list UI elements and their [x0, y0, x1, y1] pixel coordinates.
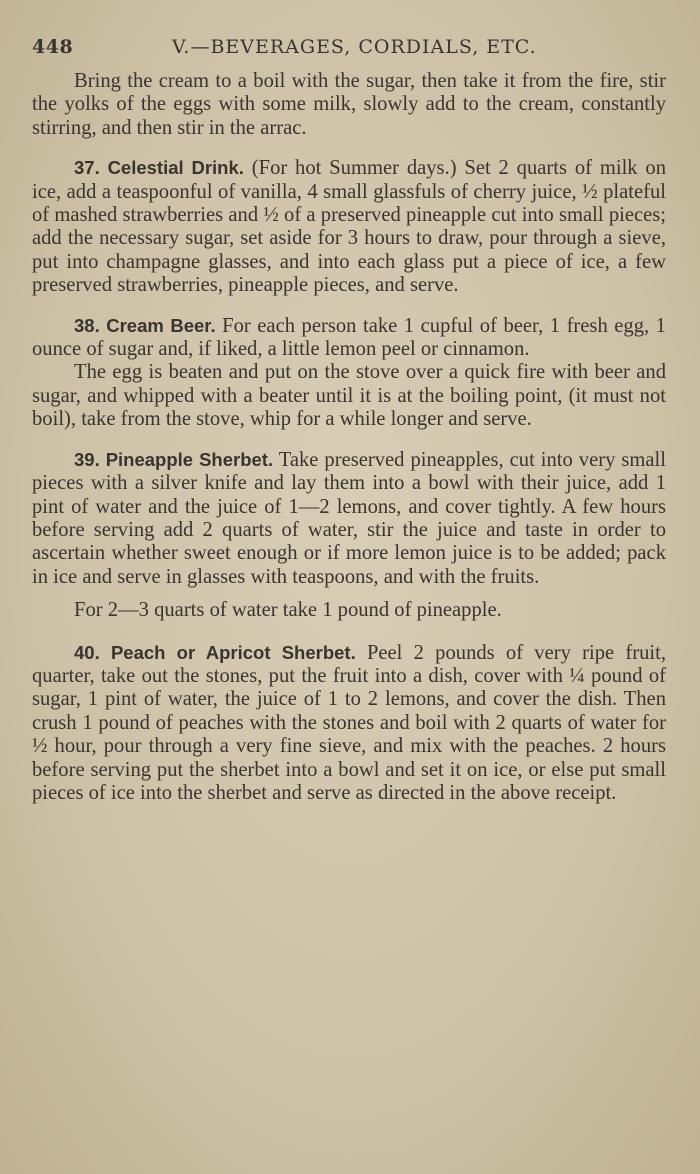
recipe-39-note: For 2—3 quarts of water take 1 pound of pineapple.	[74, 599, 502, 622]
recipe-number: 40.	[74, 641, 100, 663]
page-body	[32, 70, 666, 805]
recipe-title: Peach or Apricot Sherbet.	[110, 641, 356, 663]
intro-paragraph: Bring the cream to a boil with the sugar, then take it from the fire, stir the yolks of the eggs with some milk, slowly add to the cream, constantly stirring, and then stir in the arrac.	[32, 70, 666, 139]
book-page	[32, 28, 666, 805]
recipe-text: Take preserved pineapples, cut into very small pieces with a silver knife and lay them into a bowl with their juice, add 1 pint of water and the juice of 1—2 lemons, and cover tightly. A few hours before serving add 2 quarts of water, stir the juice and taste in order to ascertain whether sweet enough or if more lemon juice is to be added; pack in ice and serve in glasses with teaspoons, and with the fruits.	[32, 448, 667, 588]
recipe-number: 37.	[74, 157, 100, 179]
recipe-title: Pineapple Sherbet.	[105, 448, 274, 470]
recipe-text: For each person take 1 cupful of beer, 1 fresh egg, 1 ounce of sugar and, if liked, a little lemon peel or cinnamon.	[32, 314, 666, 361]
page-header	[32, 28, 666, 64]
recipe-38-paragraph-2: The egg is beaten and put on the stove over a quick fire with beer and sugar, and whipped with a beater until it is at the boiling point, (it must not boil), take from the stove, whip for a while longer and serve.	[32, 361, 666, 431]
recipe-37	[32, 156, 666, 297]
recipe-text: Peel 2 pounds of very ripe fruit, quarter, take out the stones, put the fruit into a dish, cover with ¼ pound of sugar, 1 pint of water, the juice of 1 to 2 lemons, and cover the dish. Then crush 1 pound of peaches with the stones and boil with 2 quarts of water for ½ hour, pour through a very fine sieve, and mix with the peaches. 2 hours before serving put the sherbet into a bowl and set it on ice, or else put small pieces of ice into the sherbet and serve as directed in the above receipt.	[32, 641, 666, 804]
recipe-text: (For hot Summer days.) Set 2 quarts of milk on ice, add a teaspoonful of vanilla, 4 small glassfuls of cherry juice, ½ plateful of mashed strawberries and ½ of a preserved pineapple cut into small pieces; add the necessary sugar, set aside for 3 hours to draw, pour through a sieve, put into champagne glasses, and into each glass put a piece of ice, a few preserved strawberries, pineapple pieces, and serve.	[32, 157, 667, 297]
recipe-title: Cream Beer.	[106, 314, 216, 336]
recipe-number: 38.	[74, 314, 100, 336]
recipe-number: 39.	[74, 448, 100, 470]
recipe-39	[32, 448, 666, 589]
recipe-40	[32, 641, 666, 806]
recipe-title: Celestial Drink.	[107, 157, 244, 179]
running-head: V.—BEVERAGES, CORDIALS, ETC.	[172, 36, 537, 58]
recipe-38	[32, 314, 666, 362]
page-number: 448	[32, 36, 74, 58]
